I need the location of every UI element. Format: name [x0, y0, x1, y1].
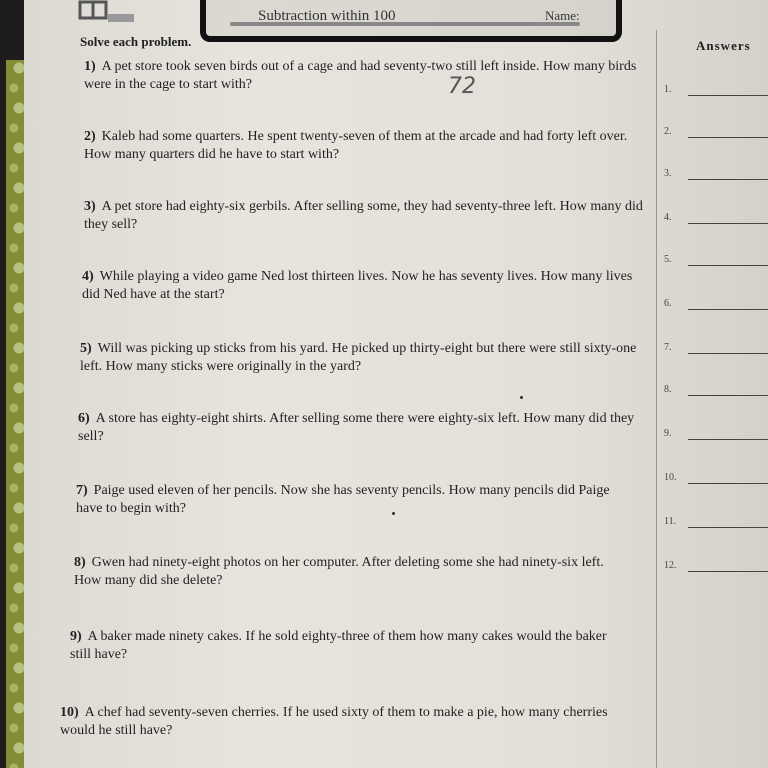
answer-number: 9.	[664, 428, 672, 439]
problem-item	[82, 268, 642, 304]
problem-text: Gwen had ninety-eight photos on her computer. After deleting some she had ninety-six left. How many did she delete?	[74, 555, 604, 588]
problem-number: 6)	[78, 411, 90, 426]
answer-blank[interactable]	[664, 384, 768, 398]
answers-heading: Answers	[696, 38, 751, 53]
worksheet-logo-icon	[76, 0, 136, 24]
problem-number: 3)	[84, 199, 96, 214]
answer-number: 4.	[664, 212, 672, 223]
problem-text: While playing a video game Ned lost thirteen lives. Now he has seventy lives. How many lives did Ned have at the start?	[82, 269, 633, 302]
problem-number: 10)	[60, 705, 79, 720]
answer-number: 3.	[664, 168, 672, 179]
name-label: Name:	[545, 8, 580, 23]
problem-item	[78, 410, 638, 446]
problem-text: Paige used eleven of her pencils. Now she has seventy pencils. How many pencils did Paige have to begin with?	[76, 483, 610, 516]
problem-number: 1)	[84, 59, 96, 74]
instructions: Solve each problem.	[80, 34, 192, 49]
answer-blank[interactable]	[664, 212, 768, 226]
problem-text: Kaleb had some quarters. He spent twenty-seven of them at the arcade and had forty left over. How many quarters did he have to start with?	[84, 129, 628, 162]
answer-blank[interactable]	[664, 560, 768, 574]
problem-text: A baker made ninety cakes. If he sold eighty-three of them how many cakes would the baker still have?	[70, 629, 607, 662]
handwritten-note: 72	[448, 74, 476, 99]
answer-blank[interactable]	[664, 126, 768, 140]
problem-text: A chef had seventy-seven cherries. If he used sixty of them to make a pie, how many cherries would he still have?	[60, 705, 608, 738]
problem-text: A store has eighty-eight shirts. After selling some there were eighty-six left. How many did they sell?	[78, 411, 635, 444]
problem-number: 8)	[74, 555, 86, 570]
answer-number: 12.	[664, 560, 677, 571]
problem-text: Will was picking up sticks from his yard. He picked up thirty-eight but there were still sixty-one left. How many sticks were originally in the yard?	[80, 341, 637, 374]
problem-item	[84, 198, 644, 234]
problem-text: A pet store had eighty-six gerbils. After selling some, they had seventy-three left. How many did they sell?	[84, 199, 643, 232]
answer-number: 11.	[664, 516, 677, 527]
answer-number: 5.	[664, 254, 672, 265]
answer-number: 6.	[664, 298, 672, 309]
problem-item	[60, 704, 620, 740]
answer-blank[interactable]	[664, 298, 768, 312]
pencil-mark	[520, 396, 523, 399]
answer-number: 10.	[664, 472, 677, 483]
answer-number: 2.	[664, 126, 672, 137]
problem-item	[84, 128, 644, 164]
worksheet-title: Subtraction within 100	[258, 8, 396, 24]
pencil-mark	[392, 512, 395, 515]
problem-item	[70, 628, 630, 664]
answer-blank[interactable]	[664, 516, 768, 530]
answer-blank[interactable]	[664, 342, 768, 356]
answer-column-divider	[656, 30, 657, 768]
answer-blank[interactable]	[664, 84, 768, 98]
problem-number: 5)	[80, 341, 92, 356]
problem-item	[80, 340, 640, 376]
problem-text: A pet store took seven birds out of a cage and had seventy-two still left inside. How many birds were in the cage to start with?	[84, 59, 637, 92]
problem-item	[84, 58, 644, 94]
problem-number: 2)	[84, 129, 96, 144]
answer-number: 8.	[664, 384, 672, 395]
problem-number: 7)	[76, 483, 88, 498]
problem-number: 9)	[70, 629, 82, 644]
answer-number: 1.	[664, 84, 672, 95]
problem-number: 4)	[82, 269, 94, 284]
answer-number: 7.	[664, 342, 672, 353]
problem-item	[76, 482, 636, 518]
answer-blank[interactable]	[664, 168, 768, 182]
problem-item	[74, 554, 634, 590]
answer-blank[interactable]	[664, 428, 768, 442]
answer-blank[interactable]	[664, 254, 768, 268]
answer-blank[interactable]	[664, 472, 768, 486]
